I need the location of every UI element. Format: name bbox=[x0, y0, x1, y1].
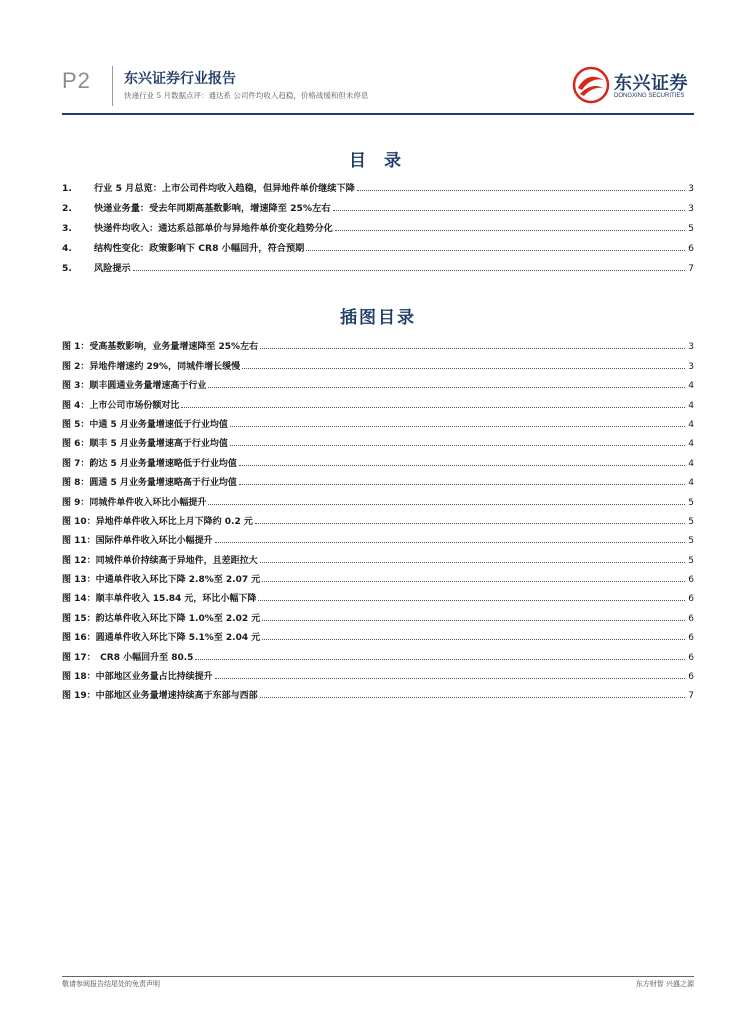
toc-entry-text: 快递业务量：受去年同期高基数影响，增速降至 25%左右 bbox=[94, 203, 331, 214]
figure-entry[interactable] bbox=[62, 430, 694, 449]
dot-leader bbox=[260, 562, 685, 563]
dot-leader bbox=[239, 484, 685, 485]
toc-entry-text: 结构性变化：政策影响下 CR8 小幅回升，符合预期 bbox=[94, 243, 305, 254]
figure-entry[interactable] bbox=[62, 566, 694, 585]
toc-entry-page: 5 bbox=[688, 223, 694, 234]
figure-entry[interactable] bbox=[62, 469, 694, 488]
figure-entry[interactable] bbox=[62, 449, 694, 468]
figure-entry-label: 图 6：顺丰 5 月业务量增速高于行业均值 bbox=[62, 439, 228, 450]
figure-entry-page: 6 bbox=[688, 672, 694, 683]
report-header bbox=[62, 62, 694, 114]
figure-entry-label: 图 3：顺丰圆通业务量增速高于行业 bbox=[62, 381, 207, 392]
dongxing-logo bbox=[572, 64, 692, 106]
figure-entry-page: 4 bbox=[688, 381, 694, 392]
header-divider bbox=[112, 66, 113, 106]
dot-leader bbox=[255, 523, 685, 524]
figure-entry-page: 5 bbox=[688, 497, 694, 508]
figure-entry-label: 图 7：韵达 5 月业务量增速略低于行业均值 bbox=[62, 458, 237, 469]
toc-entry-number: 1. bbox=[62, 183, 72, 194]
toc-entry-text: 风险提示 bbox=[94, 263, 131, 274]
toc-entry-page: 7 bbox=[688, 263, 694, 274]
dot-leader bbox=[215, 678, 685, 679]
toc-list bbox=[62, 174, 694, 274]
figure-entry-page: 4 bbox=[688, 458, 694, 469]
dot-leader bbox=[260, 697, 685, 698]
toc-entry[interactable] bbox=[62, 174, 694, 194]
toc-entry[interactable] bbox=[62, 234, 694, 254]
dot-leader bbox=[260, 348, 685, 349]
figure-entry-label: 图 19：中部地区业务量增速持续高于东部与西部 bbox=[62, 691, 258, 702]
figure-entry-page: 3 bbox=[688, 342, 694, 353]
dot-leader bbox=[262, 581, 685, 582]
toc-entry-number: 4. bbox=[62, 243, 72, 254]
footer-rule bbox=[62, 976, 694, 977]
figure-entry-label: 图 13：中通单件收入环比下降 2.8%至 2.07 元 bbox=[62, 575, 261, 586]
dot-leader bbox=[230, 426, 685, 427]
dot-leader bbox=[262, 639, 685, 640]
report-title: 东兴证券行业报告 bbox=[124, 71, 236, 87]
figure-entry[interactable] bbox=[62, 411, 694, 430]
dot-leader bbox=[208, 387, 685, 388]
figure-entry-page: 6 bbox=[688, 575, 694, 586]
toc-entry-page: 3 bbox=[688, 203, 694, 214]
figure-entry[interactable] bbox=[62, 508, 694, 527]
toc-entry[interactable] bbox=[62, 194, 694, 214]
toc-entry-number: 2. bbox=[62, 203, 72, 214]
toc-entry-text: 快递件均收入：通达系总部单价与异地件单价变化趋势分化 bbox=[94, 223, 333, 234]
figure-entry-page: 4 bbox=[688, 400, 694, 411]
logo-emblem-icon bbox=[572, 66, 610, 104]
figure-entry[interactable] bbox=[62, 372, 694, 391]
dot-leader bbox=[242, 368, 685, 369]
figure-entry-label: 图 5：中通 5 月业务量增速低于行业均值 bbox=[62, 419, 228, 430]
dot-leader bbox=[262, 620, 685, 621]
figure-entry[interactable] bbox=[62, 604, 694, 623]
figure-entry[interactable] bbox=[62, 527, 694, 546]
footer-slogan: 东方财智 兴盛之源 bbox=[635, 980, 694, 988]
dot-leader bbox=[195, 659, 685, 660]
figure-entry-label: 图 8：圆通 5 月业务量增速略高于行业均值 bbox=[62, 478, 237, 489]
figure-entry-label: 图 10：异地件单件收入环比上月下降约 0.2 元 bbox=[62, 516, 253, 527]
figure-entry-page: 3 bbox=[688, 361, 694, 372]
figure-entry-label: 图 17： CR8 小幅回升至 80.5 bbox=[62, 652, 194, 663]
figure-entry-page: 6 bbox=[688, 652, 694, 663]
toc-entry-page: 3 bbox=[688, 183, 694, 194]
figure-entry-page: 5 bbox=[688, 516, 694, 527]
dot-leader bbox=[333, 210, 685, 211]
figure-entry[interactable] bbox=[62, 643, 694, 662]
toc-entry-text: 行业 5 月总览：上市公司件均收入趋稳，但异地件单价继续下降 bbox=[94, 183, 355, 194]
dot-leader bbox=[335, 230, 685, 231]
figure-entry[interactable] bbox=[62, 624, 694, 643]
figure-entry-page: 7 bbox=[688, 691, 694, 702]
figure-entry[interactable] bbox=[62, 546, 694, 565]
footer-disclaimer: 敬请参阅报告结尾处的免责声明 bbox=[62, 980, 160, 988]
dot-leader bbox=[208, 504, 685, 505]
figure-entry[interactable] bbox=[62, 585, 694, 604]
figure-entry-label: 图 16：圆通单件收入环比下降 5.1%至 2.04 元 bbox=[62, 633, 261, 644]
figure-entry[interactable] bbox=[62, 488, 694, 507]
figure-entry-page: 4 bbox=[688, 478, 694, 489]
dot-leader bbox=[258, 600, 685, 601]
dot-leader bbox=[357, 190, 685, 191]
figure-entry-label: 图 1：受高基数影响，业务量增速降至 25%左右 bbox=[62, 342, 259, 353]
dot-leader bbox=[181, 407, 685, 408]
dot-leader bbox=[306, 250, 685, 251]
toc-entry[interactable] bbox=[62, 214, 694, 234]
logo-text-cn: 东兴证券 bbox=[614, 73, 688, 94]
dot-leader bbox=[239, 465, 685, 466]
figure-entry-label: 图 11：国际件单件收入环比小幅提升 bbox=[62, 536, 213, 547]
dot-leader bbox=[230, 445, 685, 446]
toc-title: 目 录 bbox=[349, 151, 407, 171]
toc-entry-number: 3. bbox=[62, 223, 72, 234]
figure-entry-page: 5 bbox=[688, 555, 694, 566]
figure-entry-page: 4 bbox=[688, 419, 694, 430]
page-number: P2 bbox=[62, 68, 91, 93]
figure-entry-label: 图 15：韵达单件收入环比下降 1.0%至 2.02 元 bbox=[62, 613, 261, 624]
figure-entry-page: 6 bbox=[688, 633, 694, 644]
figure-entry-page: 5 bbox=[688, 536, 694, 547]
figure-entry[interactable] bbox=[62, 352, 694, 371]
figures-list bbox=[62, 333, 694, 701]
toc-entry-number: 5. bbox=[62, 263, 72, 274]
figure-entry[interactable] bbox=[62, 333, 694, 352]
figure-entry-label: 图 18：中部地区业务量占比持续提升 bbox=[62, 672, 213, 683]
figure-entry-label: 图 14：顺丰单件收入 15.84 元，环比小幅下降 bbox=[62, 594, 257, 605]
dot-leader bbox=[133, 270, 685, 271]
figure-entry-page: 6 bbox=[688, 613, 694, 624]
report-subtitle: 快递行业 5 月数据点评：通达系 公司件均收入趋稳，价格战缓和但未停息 bbox=[124, 91, 369, 100]
figures-title: 插图目录 bbox=[340, 308, 416, 328]
figure-entry-page: 4 bbox=[688, 439, 694, 450]
figure-entry[interactable] bbox=[62, 663, 694, 682]
toc-entry[interactable] bbox=[62, 254, 694, 274]
figure-entry-label: 图 9：同城件单件收入环比小幅提升 bbox=[62, 497, 207, 508]
figure-entry[interactable] bbox=[62, 391, 694, 410]
toc-entry-page: 6 bbox=[688, 243, 694, 254]
dot-leader bbox=[215, 542, 685, 543]
figure-entry[interactable] bbox=[62, 682, 694, 701]
figure-entry-page: 6 bbox=[688, 594, 694, 605]
header-rule bbox=[62, 113, 694, 115]
logo-text-en: DONGXING SECURITIES bbox=[614, 93, 685, 99]
figure-entry-label: 图 2：异地件增速约 29%，同城件增长缓慢 bbox=[62, 361, 241, 372]
figure-entry-label: 图 12：同城件单价持续高于异地件，且差距拉大 bbox=[62, 555, 258, 566]
figure-entry-label: 图 4：上市公司市场份额对比 bbox=[62, 400, 180, 411]
